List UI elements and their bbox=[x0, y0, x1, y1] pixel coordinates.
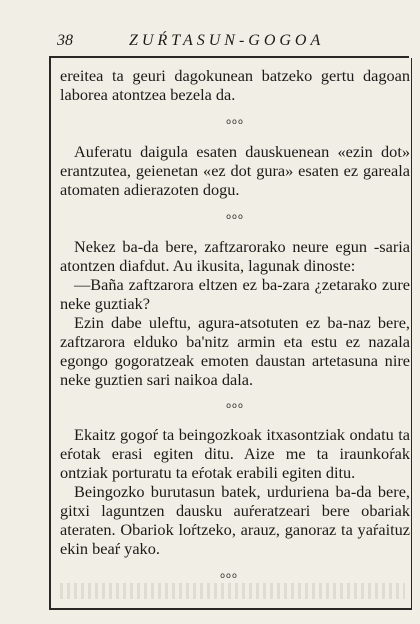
dialogue-line: —Baña zaftzarora eltzen ez ba-zara ¿zetarako zure neke guztiak? bbox=[60, 275, 410, 313]
page-header bbox=[49, 30, 409, 56]
section-divider: ooo bbox=[226, 212, 244, 221]
paragraph: ereitea ta geuri dagokunean batzeko gertu dagoan laborea atontzea bezela da. bbox=[60, 66, 410, 104]
paragraph: Auferatu daigula esaten dauskuenean «ezin dot» erantzutea, geienetan «ez dot gura» esaten ez gareala atomaten adierazoten dogu. bbox=[60, 142, 410, 199]
page-number: 38 bbox=[57, 32, 73, 49]
running-title: ZUŔTASUN-GOGOA bbox=[129, 32, 325, 49]
paragraph: Ezin dabe uleftu, agura-atsotuten ez ba-naz bere, zaftzarora elduko ba'nitz armin eta estu ez nazala egongo gogoratzeak emoten daustan artetasuna nire neke guztien sari naikoa dala. bbox=[60, 313, 410, 389]
paragraph: Beingozko burutasun batek, urduriena ba-da bere, gitxi laguntzen dausku auŕeratzeari bere obariak ateraten. Obariok loŕtzeko, arauz, ganoraz ta yaŕaituz ekin beaŕ yako. bbox=[60, 482, 410, 558]
section-divider: ooo bbox=[226, 117, 244, 126]
page-body bbox=[60, 66, 410, 558]
paragraph: Nekez ba-da bere, zaftzarorako neure egun -saria atontzen diafdut. Au ikusita, lagunak dinoste: bbox=[60, 237, 410, 275]
section-divider: ooo bbox=[220, 571, 238, 580]
paragraph: Ekaitz gogoŕ ta beingozkoak itxasontziak ondatu ta eŕotak erasi egiten ditu. Aize me ta iraunkoŕak ontziak porturatu ta eŕotak erabili egiten ditu. bbox=[60, 425, 410, 482]
section-divider: ooo bbox=[226, 401, 244, 410]
show-through-texture bbox=[60, 583, 405, 599]
